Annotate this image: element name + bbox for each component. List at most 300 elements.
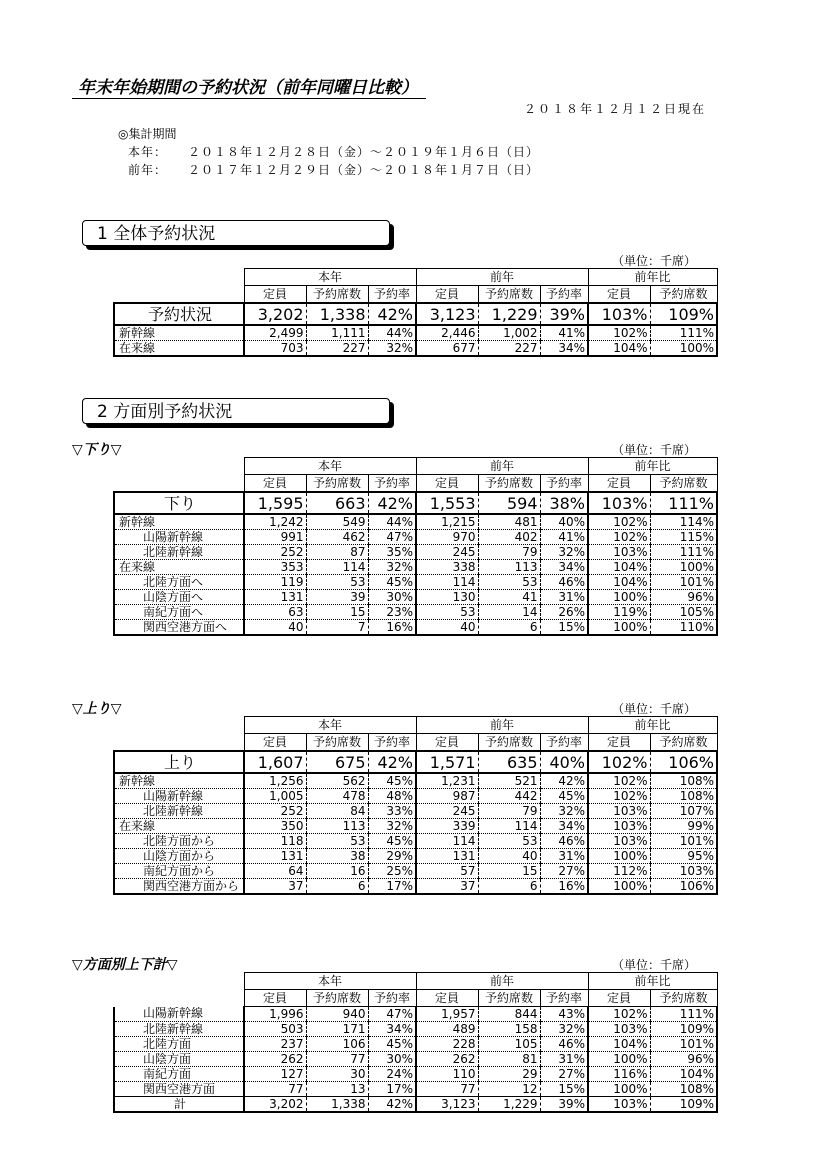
cell-value: 245: [416, 545, 478, 560]
cell-value: 106: [306, 1037, 368, 1052]
cell-value: 84: [306, 804, 368, 819]
cell-value: 1,607: [244, 751, 306, 773]
cell-value: 100%: [650, 560, 717, 575]
cell-value: 991: [244, 530, 306, 545]
cell-value: 104%: [588, 560, 650, 575]
cell-value: 44%: [368, 514, 416, 530]
cell-value: 79: [478, 545, 540, 560]
col-header-rate: 予約率: [540, 286, 588, 304]
row-label: 北陸方面から: [114, 834, 244, 849]
cell-value: 112%: [588, 864, 650, 879]
table-row: [114, 590, 717, 605]
cell-value: 45%: [368, 1037, 416, 1052]
cell-value: 39: [306, 590, 368, 605]
col-group-last-year: 前年: [416, 973, 588, 990]
cell-value: 31%: [540, 590, 588, 605]
col-group-yoy: 前年比: [588, 269, 717, 286]
period-this: ２０１８年１２月２８日（金）～２０１９年１月６日（日）: [188, 145, 540, 159]
table-row: [114, 545, 717, 560]
col-header-reserved: 予約席数: [306, 990, 368, 1007]
cell-value: 47%: [368, 1007, 416, 1022]
cell-value: 101%: [650, 1037, 717, 1052]
cell-value: 1,229: [478, 303, 540, 325]
cell-value: 1,005: [244, 789, 306, 804]
row-label: 山陽新幹線: [114, 530, 244, 545]
row-label: 山陰方面から: [114, 849, 244, 864]
table-row: [114, 1067, 717, 1082]
table-row: [114, 773, 717, 789]
cell-value: 103%: [588, 1022, 650, 1037]
cell-value: 107%: [650, 804, 717, 819]
cell-value: 106%: [650, 879, 717, 895]
col-header-capacity: 定員: [588, 286, 650, 304]
cell-value: 987: [416, 789, 478, 804]
cell-value: 402: [478, 530, 540, 545]
cell-value: 103%: [588, 804, 650, 819]
cell-value: 102%: [588, 514, 650, 530]
cell-value: 15%: [540, 620, 588, 636]
cell-value: 77: [306, 1052, 368, 1067]
cell-value: 110%: [650, 620, 717, 636]
col-header-reserved: 予約席数: [650, 286, 717, 304]
cell-value: 42%: [540, 773, 588, 789]
cell-value: 12: [478, 1082, 540, 1097]
header-blank: [114, 990, 244, 1007]
col-header-capacity: 定員: [416, 475, 478, 493]
cell-value: 353: [244, 560, 306, 575]
cell-value: 110: [416, 1067, 478, 1082]
cell-value: 102%: [588, 789, 650, 804]
row-label: 在来線: [114, 560, 244, 575]
cell-value: 127: [244, 1067, 306, 1082]
cell-value: 228: [416, 1037, 478, 1052]
col-header-rate: 予約率: [368, 990, 416, 1007]
table-row: [114, 879, 717, 895]
cell-value: 46%: [540, 575, 588, 590]
col-header-capacity: 定員: [244, 286, 306, 304]
row-label: 山陰方面へ: [114, 590, 244, 605]
table-row: [114, 804, 717, 819]
cell-value: 106%: [650, 751, 717, 773]
row-label: 予約状況: [114, 303, 244, 325]
cell-value: 1,242: [244, 514, 306, 530]
table-row: [114, 789, 717, 804]
period-prev: ２０１７年１２月２９日（金）～２０１８年１月７日（日）: [188, 163, 540, 177]
col-header-capacity: 定員: [588, 990, 650, 1007]
col-header-reserved: 予約席数: [478, 734, 540, 752]
cell-value: 53: [478, 575, 540, 590]
col-header-capacity: 定員: [588, 734, 650, 752]
cell-value: 23%: [368, 605, 416, 620]
row-label: 山陽新幹線: [114, 1007, 244, 1022]
cell-value: 42%: [368, 1097, 416, 1113]
cell-value: 111%: [650, 545, 717, 560]
cell-value: 99%: [650, 819, 717, 834]
cell-value: 87: [306, 545, 368, 560]
cell-value: 1,957: [416, 1007, 478, 1022]
cell-value: 1,229: [478, 1097, 540, 1113]
cell-value: 1,256: [244, 773, 306, 789]
cell-value: 119%: [588, 605, 650, 620]
row-label: 新幹線: [114, 325, 244, 341]
cell-value: 46%: [540, 1037, 588, 1052]
cell-value: 37: [416, 879, 478, 895]
cell-value: 40: [244, 620, 306, 636]
both-label: ▽方面別上下計▽: [72, 957, 178, 973]
cell-value: 102%: [588, 530, 650, 545]
cell-value: 108%: [650, 1082, 717, 1097]
row-label: 下り: [114, 492, 244, 514]
row-label: 北陸新幹線: [114, 804, 244, 819]
cell-value: 34%: [540, 341, 588, 357]
table-row: [114, 1097, 717, 1113]
cell-value: 42%: [368, 303, 416, 325]
cell-value: 43%: [540, 1007, 588, 1022]
cell-value: 41: [478, 590, 540, 605]
row-label: 北陸方面: [114, 1037, 244, 1052]
table-row: [114, 819, 717, 834]
cell-value: 6: [306, 879, 368, 895]
cell-value: 32%: [540, 804, 588, 819]
row-label: 南紀方面: [114, 1067, 244, 1082]
col-group-this-year: 本年: [244, 717, 416, 734]
col-header-rate: 予約率: [540, 734, 588, 752]
cell-value: 7: [306, 620, 368, 636]
cell-value: 262: [416, 1052, 478, 1067]
cell-value: 252: [244, 804, 306, 819]
cell-value: 108%: [650, 789, 717, 804]
table-both: [113, 972, 718, 1113]
cell-value: 131: [244, 849, 306, 864]
cell-value: 96%: [650, 590, 717, 605]
cell-value: 53: [478, 834, 540, 849]
cell-value: 3,123: [416, 303, 478, 325]
row-label: 関西空港方面: [114, 1082, 244, 1097]
cell-value: 594: [478, 492, 540, 514]
cell-value: 14: [478, 605, 540, 620]
col-header-rate: 予約率: [540, 990, 588, 1007]
col-header-reserved: 予約席数: [306, 734, 368, 752]
cell-value: 37: [244, 879, 306, 895]
cell-value: 13: [306, 1082, 368, 1097]
cell-value: 103%: [588, 819, 650, 834]
cell-value: 64: [244, 864, 306, 879]
cell-value: 1,571: [416, 751, 478, 773]
as-of-date: ２０１８年１２月１２日現在: [524, 102, 707, 116]
cell-value: 53: [416, 605, 478, 620]
col-header-reserved: 予約席数: [478, 475, 540, 493]
col-header-rate: 予約率: [540, 475, 588, 493]
table-down: [113, 457, 718, 636]
cell-value: 27%: [540, 864, 588, 879]
row-label: 新幹線: [114, 514, 244, 530]
cell-value: 102%: [588, 773, 650, 789]
cell-value: 114: [478, 819, 540, 834]
table-row: [114, 864, 717, 879]
col-header-capacity: 定員: [244, 990, 306, 1007]
cell-value: 104%: [588, 575, 650, 590]
table-row: [114, 341, 717, 357]
unit-label: （単位：千席）: [612, 443, 697, 457]
cell-value: 103%: [588, 834, 650, 849]
cell-value: 237: [244, 1037, 306, 1052]
col-group-last-year: 前年: [416, 458, 588, 475]
cell-value: 119: [244, 575, 306, 590]
cell-value: 113: [478, 560, 540, 575]
cell-value: 549: [306, 514, 368, 530]
cell-value: 2,446: [416, 325, 478, 341]
cell-value: 521: [478, 773, 540, 789]
table-row: [114, 514, 717, 530]
table-row: [114, 1007, 717, 1022]
col-group-yoy: 前年比: [588, 973, 717, 990]
up-label: ▽上り▽: [72, 701, 122, 717]
cell-value: 53: [306, 575, 368, 590]
cell-value: 1,111: [306, 325, 368, 341]
cell-value: 227: [306, 341, 368, 357]
cell-value: 100%: [588, 849, 650, 864]
cell-value: 30%: [368, 1052, 416, 1067]
unit-label: （単位：千席）: [612, 254, 697, 268]
cell-value: 3,123: [416, 1097, 478, 1113]
cell-value: 47%: [368, 530, 416, 545]
cell-value: 29: [478, 1067, 540, 1082]
cell-value: 844: [478, 1007, 540, 1022]
col-group-last-year: 前年: [416, 269, 588, 286]
cell-value: 350: [244, 819, 306, 834]
row-label: 山陰方面: [114, 1052, 244, 1067]
cell-value: 339: [416, 819, 478, 834]
section2-heading: 2 方面別予約状況: [82, 398, 390, 424]
cell-value: 104%: [650, 1067, 717, 1082]
header-blank: [114, 734, 244, 752]
cell-value: 81: [478, 1052, 540, 1067]
row-label: 山陽新幹線: [114, 789, 244, 804]
period-prev-label: 前年：: [128, 163, 168, 177]
cell-value: 100%: [588, 590, 650, 605]
cell-value: 100%: [588, 879, 650, 895]
cell-value: 100%: [588, 1052, 650, 1067]
table-row: [114, 751, 717, 773]
cell-value: 940: [306, 1007, 368, 1022]
cell-value: 3,202: [244, 303, 306, 325]
col-header-rate: 予約率: [368, 286, 416, 304]
cell-value: 40%: [540, 751, 588, 773]
cell-value: 109%: [650, 303, 717, 325]
period-this-label: 本年：: [128, 145, 168, 159]
cell-value: 109%: [650, 1097, 717, 1113]
cell-value: 103%: [588, 492, 650, 514]
cell-value: 118: [244, 834, 306, 849]
col-header-reserved: 予約席数: [650, 990, 717, 1007]
cell-value: 1,002: [478, 325, 540, 341]
cell-value: 114: [416, 834, 478, 849]
table-row: [114, 1037, 717, 1052]
cell-value: 39%: [540, 1097, 588, 1113]
row-label: 北陸方面へ: [114, 575, 244, 590]
cell-value: 103%: [588, 545, 650, 560]
cell-value: 29%: [368, 849, 416, 864]
cell-value: 35%: [368, 545, 416, 560]
col-header-reserved: 予約席数: [478, 286, 540, 304]
table-row: [114, 1052, 717, 1067]
table-up: [113, 716, 718, 895]
col-header-capacity: 定員: [244, 734, 306, 752]
cell-value: 45%: [368, 575, 416, 590]
cell-value: 38: [306, 849, 368, 864]
cell-value: 2,499: [244, 325, 306, 341]
col-group-this-year: 本年: [244, 973, 416, 990]
cell-value: 100%: [650, 341, 717, 357]
cell-value: 115%: [650, 530, 717, 545]
row-label: 南紀方面から: [114, 864, 244, 879]
cell-value: 34%: [540, 819, 588, 834]
cell-value: 24%: [368, 1067, 416, 1082]
col-group-yoy: 前年比: [588, 458, 717, 475]
col-header-reserved: 予約席数: [478, 990, 540, 1007]
cell-value: 57: [416, 864, 478, 879]
cell-value: 6: [478, 620, 540, 636]
cell-value: 105%: [650, 605, 717, 620]
cell-value: 27%: [540, 1067, 588, 1082]
cell-value: 32%: [368, 560, 416, 575]
period-heading: ◎集計期間: [118, 127, 177, 141]
row-label: 在来線: [114, 819, 244, 834]
col-header-capacity: 定員: [416, 734, 478, 752]
cell-value: 103%: [588, 303, 650, 325]
section1-heading: 1 全体予約状況: [82, 220, 390, 246]
cell-value: 16: [306, 864, 368, 879]
table-row: [114, 1022, 717, 1037]
cell-value: 3,202: [244, 1097, 306, 1113]
cell-value: 38%: [540, 492, 588, 514]
cell-value: 1,996: [244, 1007, 306, 1022]
row-label: 関西空港方面から: [114, 879, 244, 895]
cell-value: 15: [478, 864, 540, 879]
cell-value: 53: [306, 834, 368, 849]
cell-value: 116%: [588, 1067, 650, 1082]
table-row: [114, 303, 717, 325]
row-label: 北陸新幹線: [114, 1022, 244, 1037]
cell-value: 635: [478, 751, 540, 773]
table-row: [114, 325, 717, 341]
cell-value: 100%: [588, 1082, 650, 1097]
col-group-this-year: 本年: [244, 269, 416, 286]
cell-value: 481: [478, 514, 540, 530]
col-header-reserved: 予約席数: [650, 734, 717, 752]
cell-value: 32%: [540, 1022, 588, 1037]
cell-value: 34%: [540, 560, 588, 575]
cell-value: 102%: [588, 1007, 650, 1022]
cell-value: 105: [478, 1037, 540, 1052]
col-header-capacity: 定員: [416, 990, 478, 1007]
cell-value: 102%: [588, 751, 650, 773]
cell-value: 15%: [540, 1082, 588, 1097]
cell-value: 77: [416, 1082, 478, 1097]
table-row: [114, 620, 717, 636]
cell-value: 1,215: [416, 514, 478, 530]
table-row: [114, 575, 717, 590]
cell-value: 103%: [650, 864, 717, 879]
cell-value: 45%: [368, 773, 416, 789]
cell-value: 17%: [368, 879, 416, 895]
table-row: [114, 492, 717, 514]
cell-value: 114%: [650, 514, 717, 530]
cell-value: 26%: [540, 605, 588, 620]
col-group-last-year: 前年: [416, 717, 588, 734]
cell-value: 33%: [368, 804, 416, 819]
cell-value: 663: [306, 492, 368, 514]
cell-value: 131: [416, 849, 478, 864]
cell-value: 17%: [368, 1082, 416, 1097]
cell-value: 16%: [540, 879, 588, 895]
cell-value: 42%: [368, 492, 416, 514]
cell-value: 503: [244, 1022, 306, 1037]
cell-value: 104%: [588, 1037, 650, 1052]
table-row: [114, 1082, 717, 1097]
cell-value: 462: [306, 530, 368, 545]
cell-value: 102%: [588, 325, 650, 341]
page-title: 年末年始期間の予約状況（前年同曜日比較）: [72, 78, 426, 99]
row-label: 北陸新幹線: [114, 545, 244, 560]
cell-value: 15: [306, 605, 368, 620]
cell-value: 113: [306, 819, 368, 834]
cell-value: 675: [306, 751, 368, 773]
cell-value: 111%: [650, 492, 717, 514]
cell-value: 30%: [368, 590, 416, 605]
col-header-rate: 予約率: [368, 475, 416, 493]
cell-value: 111%: [650, 1007, 717, 1022]
cell-value: 111%: [650, 325, 717, 341]
header-blank: [114, 973, 244, 990]
cell-value: 6: [478, 879, 540, 895]
cell-value: 131: [244, 590, 306, 605]
cell-value: 262: [244, 1052, 306, 1067]
col-header-capacity: 定員: [588, 475, 650, 493]
col-header-capacity: 定員: [416, 286, 478, 304]
cell-value: 31%: [540, 1052, 588, 1067]
cell-value: 703: [244, 341, 306, 357]
col-header-rate: 予約率: [368, 734, 416, 752]
table-row: [114, 560, 717, 575]
cell-value: 42%: [368, 751, 416, 773]
cell-value: 34%: [368, 1022, 416, 1037]
cell-value: 31%: [540, 849, 588, 864]
col-header-reserved: 予約席数: [306, 286, 368, 304]
cell-value: 32%: [368, 819, 416, 834]
row-label: 計: [114, 1097, 244, 1113]
cell-value: 30: [306, 1067, 368, 1082]
unit-label: （単位：千席）: [612, 702, 697, 716]
cell-value: 338: [416, 560, 478, 575]
cell-value: 41%: [540, 530, 588, 545]
cell-value: 478: [306, 789, 368, 804]
cell-value: 109%: [650, 1022, 717, 1037]
header-blank: [114, 458, 244, 475]
col-group-this-year: 本年: [244, 458, 416, 475]
row-label: 在来線: [114, 341, 244, 357]
col-header-capacity: 定員: [244, 475, 306, 493]
row-label: 関西空港方面へ: [114, 620, 244, 636]
row-label: 新幹線: [114, 773, 244, 789]
header-blank: [114, 717, 244, 734]
cell-value: 1,231: [416, 773, 478, 789]
cell-value: 171: [306, 1022, 368, 1037]
cell-value: 32%: [368, 341, 416, 357]
cell-value: 40: [478, 849, 540, 864]
header-blank: [114, 475, 244, 493]
cell-value: 63: [244, 605, 306, 620]
